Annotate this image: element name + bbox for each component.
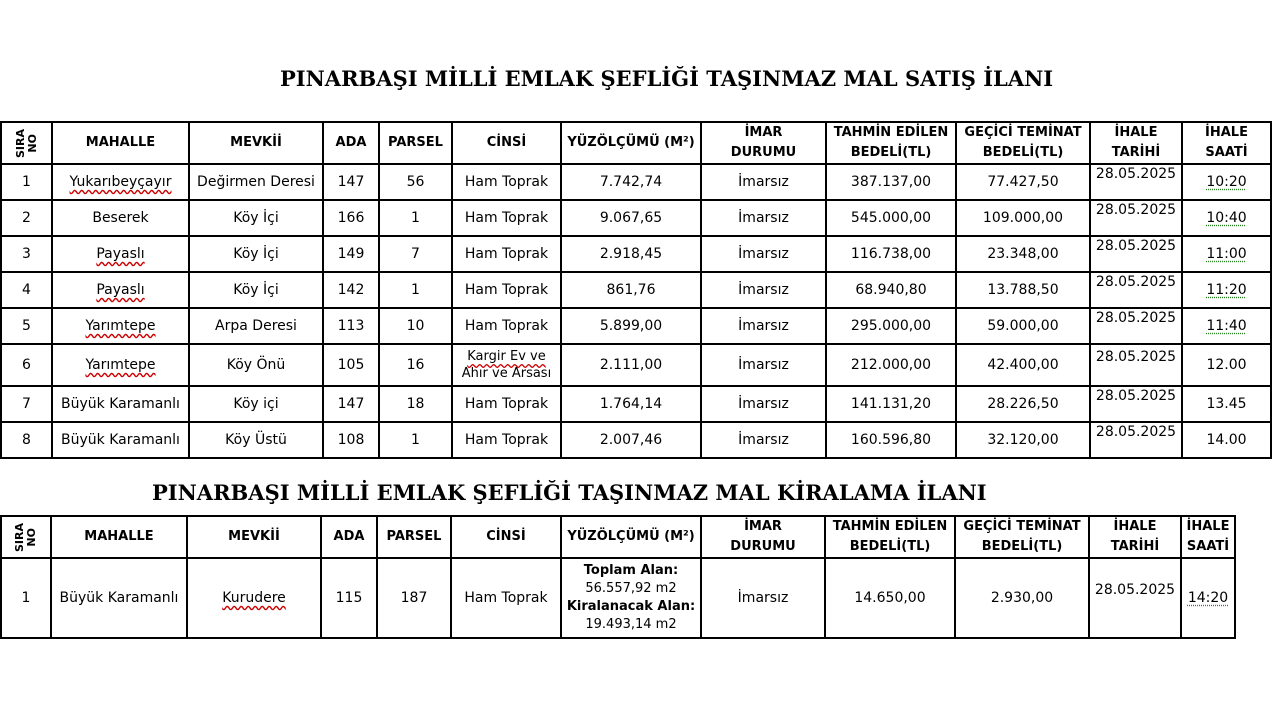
cell-mevkii: Arpa Deresi [189,308,323,344]
cell-parsel: 1 [379,200,452,236]
cell-ada: 149 [323,236,379,272]
cell-mevkii: Değirmen Deresi [189,164,323,200]
cell-saat: 14.00 [1182,422,1271,458]
cell-tarih [1090,272,1182,308]
cell-cinsi: Ham Toprak [452,272,561,308]
header-teminat [956,122,1090,164]
header-ada: ADA [323,122,379,164]
cell-teminat: 2.930,00 [955,558,1089,638]
header-tahmin-2: BEDELİ(TL) [850,145,932,160]
saat-text: 14:20 [1187,590,1229,606]
toplam-value: 56.557,92 m2 [585,581,677,596]
sale-table [0,121,1272,459]
header-ihale-tarihi [1089,516,1181,558]
cell-no: 4 [1,272,52,308]
cell-ada: 108 [323,422,379,458]
tarih-text: 28.05.2025 [1095,202,1177,218]
mahalle-text: Yarımtepe [85,318,156,334]
cell-no: 1 [1,558,51,638]
cell-mahalle: Büyük Karamanlı [51,558,187,638]
table-row [1,558,1235,638]
cell-parsel: 16 [379,344,452,386]
table-row [1,272,1271,308]
cell-mahalle [52,344,189,386]
cell-ada: 115 [321,558,377,638]
cell-tahmin: 545.000,00 [826,200,956,236]
toplam-label: Toplam Alan: [583,563,679,578]
header-ada: ADA [321,516,377,558]
cell-cinsi: Ham Toprak [452,236,561,272]
header-ihale-saati [1182,122,1271,164]
cell-ada: 166 [323,200,379,236]
tarih-text: 28.05.2025 [1095,424,1177,440]
tarih-text: 28.05.2025 [1095,274,1177,290]
sale-title: PINARBAŞI MİLLİ EMLAK ŞEFLİĞİ TAŞINMAZ MAL SATIŞ İLANI [280,66,1054,91]
header-tahmin-1: TAHMİN EDİLEN [833,125,949,140]
cell-yuzolcumu: 861,76 [561,272,701,308]
cell-teminat: 23.348,00 [956,236,1090,272]
cell-teminat: 32.120,00 [956,422,1090,458]
cell-imar: İmarsız [701,236,826,272]
cell-ada: 105 [323,344,379,386]
header-saati: SAATİ [1186,539,1230,554]
cell-no: 8 [1,422,52,458]
header-mahalle: MAHALLE [52,122,189,164]
cell-mevkii: Köy Üstü [189,422,323,458]
cell-mahalle [52,164,189,200]
rent-title: PINARBAŞI MİLLİ EMLAK ŞEFLİĞİ TAŞINMAZ MAL KİRALAMA İLANI [152,480,987,505]
cell-tahmin: 14.650,00 [825,558,955,638]
header-ihale-saati [1181,516,1235,558]
cell-yuzolcumu: 5.899,00 [561,308,701,344]
tarih-text: 28.05.2025 [1095,310,1177,326]
cell-ada: 142 [323,272,379,308]
header-tahmin [825,516,955,558]
cell-mahalle [52,272,189,308]
mevkii-text: Kurudere [222,590,286,606]
saat-text: 10:40 [1206,210,1247,226]
header-teminat-2: BEDELİ(TL) [982,145,1064,160]
header-ihale-1: İHALE [1113,519,1157,534]
cell-no: 1 [1,164,52,200]
cell-saat: 13.45 [1182,386,1271,422]
cell-saat [1182,308,1271,344]
cell-cinsi [452,344,561,386]
cell-teminat: 59.000,00 [956,308,1090,344]
cell-tahmin: 68.940,80 [826,272,956,308]
saat-text: 11:20 [1206,282,1247,298]
cell-no: 6 [1,344,52,386]
cell-imar: İmarsız [701,386,826,422]
cell-cinsi: Ham Toprak [452,386,561,422]
cell-parsel: 187 [377,558,451,638]
header-cinsi: CİNSİ [452,122,561,164]
cell-teminat: 77.427,50 [956,164,1090,200]
cell-tarih [1090,422,1182,458]
cell-mahalle: Büyük Karamanlı [52,422,189,458]
cell-tahmin: 212.000,00 [826,344,956,386]
table-row [1,236,1271,272]
cell-yuzolcumu: 2.007,46 [561,422,701,458]
cell-imar: İmarsız [701,308,826,344]
header-tahmin-2: BEDELİ(TL) [849,539,931,554]
cell-mevkii: Köy içi [189,386,323,422]
table-row [1,200,1271,236]
cell-teminat: 13.788,50 [956,272,1090,308]
cell-mevkii: Köy İçi [189,236,323,272]
header-saati: SAATİ [1205,145,1248,160]
header-imar-1: İMAR [744,125,783,140]
header-ihale-1: İHALE [1114,125,1158,140]
cell-tahmin: 160.596,80 [826,422,956,458]
header-cinsi: CİNSİ [451,516,561,558]
cell-mevkii: Köy İçi [189,272,323,308]
cell-mevkii: Köy İçi [189,200,323,236]
rent-header-row [1,516,1235,558]
cell-saat [1181,558,1235,638]
mahalle-text: Yarımtepe [85,357,156,373]
cell-imar: İmarsız [701,344,826,386]
tarih-text: 28.05.2025 [1095,349,1177,365]
cell-yuzolcumu: 1.764,14 [561,386,701,422]
header-sira: SIRA [13,128,27,158]
header-ihale-2: İHALE [1186,519,1230,534]
cell-yuzolcumu: 2.918,45 [561,236,701,272]
cell-ada: 147 [323,386,379,422]
header-tarihi: TARİHİ [1110,539,1160,554]
cell-mahalle [52,308,189,344]
cell-parsel: 7 [379,236,452,272]
saat-text: 11:40 [1206,318,1247,334]
header-parsel: PARSEL [377,516,451,558]
kiralanacak-label: Kiralanacak Alan: [566,599,696,614]
cell-mahalle: Büyük Karamanlı [52,386,189,422]
header-imar [701,516,825,558]
cell-saat: 12.00 [1182,344,1271,386]
cell-cinsi: Ham Toprak [452,308,561,344]
tarih-text: 28.05.2025 [1095,388,1177,404]
header-ihale-2: İHALE [1205,125,1248,140]
header-mevkii: MEVKİİ [187,516,321,558]
cell-yuzolcumu: 9.067,65 [561,200,701,236]
header-imar-1: İMAR [744,519,782,534]
cell-imar: İmarsız [701,422,826,458]
cell-imar: İmarsız [701,272,826,308]
cell-tarih [1090,308,1182,344]
header-imar-2: DURUMU [730,539,796,554]
header-tahmin-1: TAHMİN EDİLEN [832,519,948,534]
cell-mevkii [187,558,321,638]
header-no: NO [25,133,39,153]
cell-cinsi: Ham Toprak [452,422,561,458]
saat-text: 10:20 [1206,174,1247,190]
mahalle-text: Yukarıbeyçayır [69,174,172,190]
cell-yuzolcumu: 2.111,00 [561,344,701,386]
header-yuzolcumu: YÜZÖLÇÜMÜ (M²) [561,122,701,164]
header-parsel: PARSEL [379,122,452,164]
cell-tarih [1090,386,1182,422]
cell-yuzolcumu: 7.742,74 [561,164,701,200]
cell-parsel: 18 [379,386,452,422]
tarih-text: 28.05.2025 [1095,238,1177,254]
cell-saat [1182,236,1271,272]
cell-parsel: 1 [379,422,452,458]
cell-no: 3 [1,236,52,272]
cell-no: 2 [1,200,52,236]
table-row [1,422,1271,458]
table-row [1,386,1271,422]
saat-text: 11:00 [1206,246,1247,262]
header-imar [701,122,826,164]
kiralanacak-value: 19.493,14 m2 [585,617,677,632]
cell-tarih [1090,344,1182,386]
cell-parsel: 10 [379,308,452,344]
cell-no: 7 [1,386,52,422]
header-no: NO [25,527,38,547]
rent-table [0,515,1236,639]
sale-header-row [1,122,1271,164]
header-tarihi: TARİHİ [1111,145,1161,160]
cell-saat [1182,164,1271,200]
tarih-text: 28.05.2025 [1095,166,1177,182]
header-teminat-1: GEÇİCİ TEMİNAT [963,519,1081,534]
header-tahmin [826,122,956,164]
cell-cinsi: Ham Toprak [452,164,561,200]
cell-tarih [1090,164,1182,200]
header-yuzolcumu: YÜZÖLÇÜMÜ (M²) [561,516,701,558]
cell-mahalle: Beserek [52,200,189,236]
cell-saat [1182,272,1271,308]
header-ihale-tarihi [1090,122,1182,164]
cell-tahmin: 116.738,00 [826,236,956,272]
cell-tahmin: 295.000,00 [826,308,956,344]
cell-mevkii: Köy Önü [189,344,323,386]
header-teminat-1: GEÇİCİ TEMİNAT [964,125,1082,140]
cell-imar: İmarsız [701,164,826,200]
cell-tarih [1090,236,1182,272]
cell-imar: İmarsız [701,200,826,236]
cell-cinsi: Ham Toprak [451,558,561,638]
tarih-text: 28.05.2025 [1094,582,1176,598]
cell-teminat: 28.226,50 [956,386,1090,422]
header-sira: SIRA [13,522,26,552]
cell-parsel: 56 [379,164,452,200]
cell-tarih [1089,558,1181,638]
cell-saat [1182,200,1271,236]
header-mahalle: MAHALLE [51,516,187,558]
header-mevkii: MEVKİİ [189,122,323,164]
header-teminat-2: BEDELİ(TL) [981,539,1063,554]
cell-teminat: 109.000,00 [956,200,1090,236]
cinsi-line-1: Kargir Ev ve [467,349,546,364]
cell-mahalle [52,236,189,272]
header-sira-no [1,516,51,558]
mahalle-text: Payaslı [96,246,145,262]
cell-yuzolcumu [561,558,701,638]
table-row [1,344,1271,386]
table-row [1,164,1271,200]
mahalle-text: Payaslı [96,282,145,298]
cell-cinsi: Ham Toprak [452,200,561,236]
header-imar-2: DURUMU [730,145,797,160]
cell-ada: 147 [323,164,379,200]
cell-parsel: 1 [379,272,452,308]
cell-teminat: 42.400,00 [956,344,1090,386]
header-teminat [955,516,1089,558]
cell-tahmin: 387.137,00 [826,164,956,200]
cell-no: 5 [1,308,52,344]
cell-imar: İmarsız [701,558,825,638]
cinsi-line-2: Ahır ve Arsası [461,366,552,381]
cell-tahmin: 141.131,20 [826,386,956,422]
cell-tarih [1090,200,1182,236]
header-sira-no [1,122,52,164]
table-row [1,308,1271,344]
cell-ada: 113 [323,308,379,344]
